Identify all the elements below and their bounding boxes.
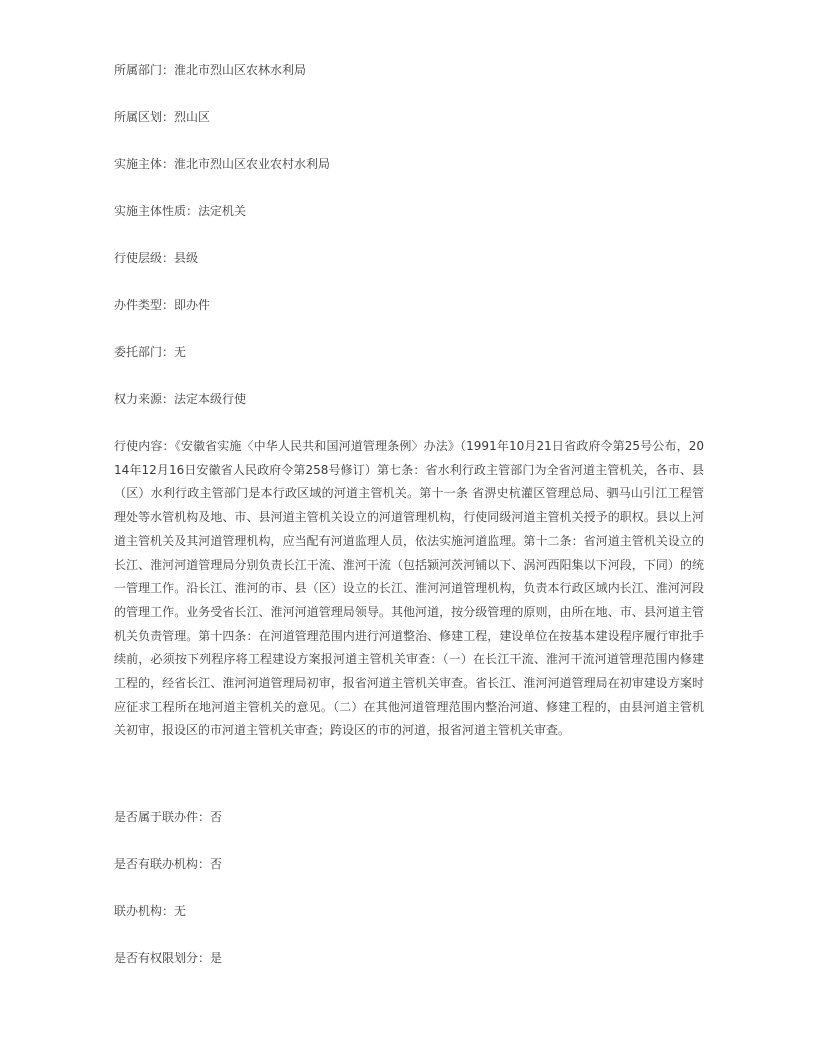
exercise-content-paragraph: 行使内容：《安徽省实施〈中华人民共和国河道管理条例〉办法》（1991年10月21日省政府令第25号公布，2014年12月16日安徽省人民政府令第258号修订）第七条：省水利行政主管部门为全省河道主管机关，各市、县（区）水利行政主管部门是本行政区域的河道主管机关。第十一条 省淠史杭灌区管理总局、驷马山引江工程管理处等水管机构及地、市、县河道主管机关设立的河道管理机构，行使同级河道主管机关授予的职权。县以上河道主管机关及其河道管理机构，应当配有河道监理人员，依法实施河道监理。第十二条：省河道主管机关设立的长江、淮河河道管理局分别负责长江干流、淮河干流（包括颍河茨河铺以下、涡河西阳集以下河段，下同）的统一管理工作。沿长江、淮河的市、县（区）设立的长江、淮河河道管理机构，负责本行政区域内长江、淮河河段的管理工作。业务受省长江、淮河河道管理局领导。其他河道，按分级管理的原则，由所在地、市、县河道主管机关负责管理。第十四条：在河道管理范围内进行河道整治、修建工程，建设单位在按基本建设程序履行审批手续前，必须按下列程序将工程建设方案报河道主管机关审查：（一）在长江干流、淮河干流河道管理范围内修建工程的，经省长江、淮河河道管理局初审，报省河道主管机关审查。省长江、淮河河道管理局在初审建设方案时应征求工程所在地河道主管机关的意见。（二）在其他河道管理范围内整治河道、修建工程的，由县河道主管机关初审，报设区的市河道主管机关审查；跨设区的市的河道，报省河道主管机关审查。 [114, 439, 704, 738]
joint-org-field: 联办机构：无 [114, 904, 187, 918]
department-field: 所属部门：淮北市烈山区农林水利局 [114, 63, 307, 77]
power-source-field: 权力来源：法定本级行使 [114, 392, 247, 406]
has-joint-org-field: 是否有联办机构：否 [114, 857, 223, 871]
is-joint-case-field: 是否属于联办件：否 [114, 810, 223, 824]
subject-nature-field: 实施主体性质：法定机关 [114, 204, 247, 218]
handling-type-field: 办件类型：即办件 [114, 298, 211, 312]
region-field: 所属区划：烈山区 [114, 110, 211, 124]
authority-division-field: 是否有权限划分：是 [114, 951, 223, 965]
implementing-subject-field: 实施主体：淮北市烈山区农业农村水利局 [114, 157, 331, 171]
entrusted-department-field: 委托部门：无 [114, 345, 187, 359]
exercise-level-field: 行使层级：县级 [114, 251, 199, 265]
